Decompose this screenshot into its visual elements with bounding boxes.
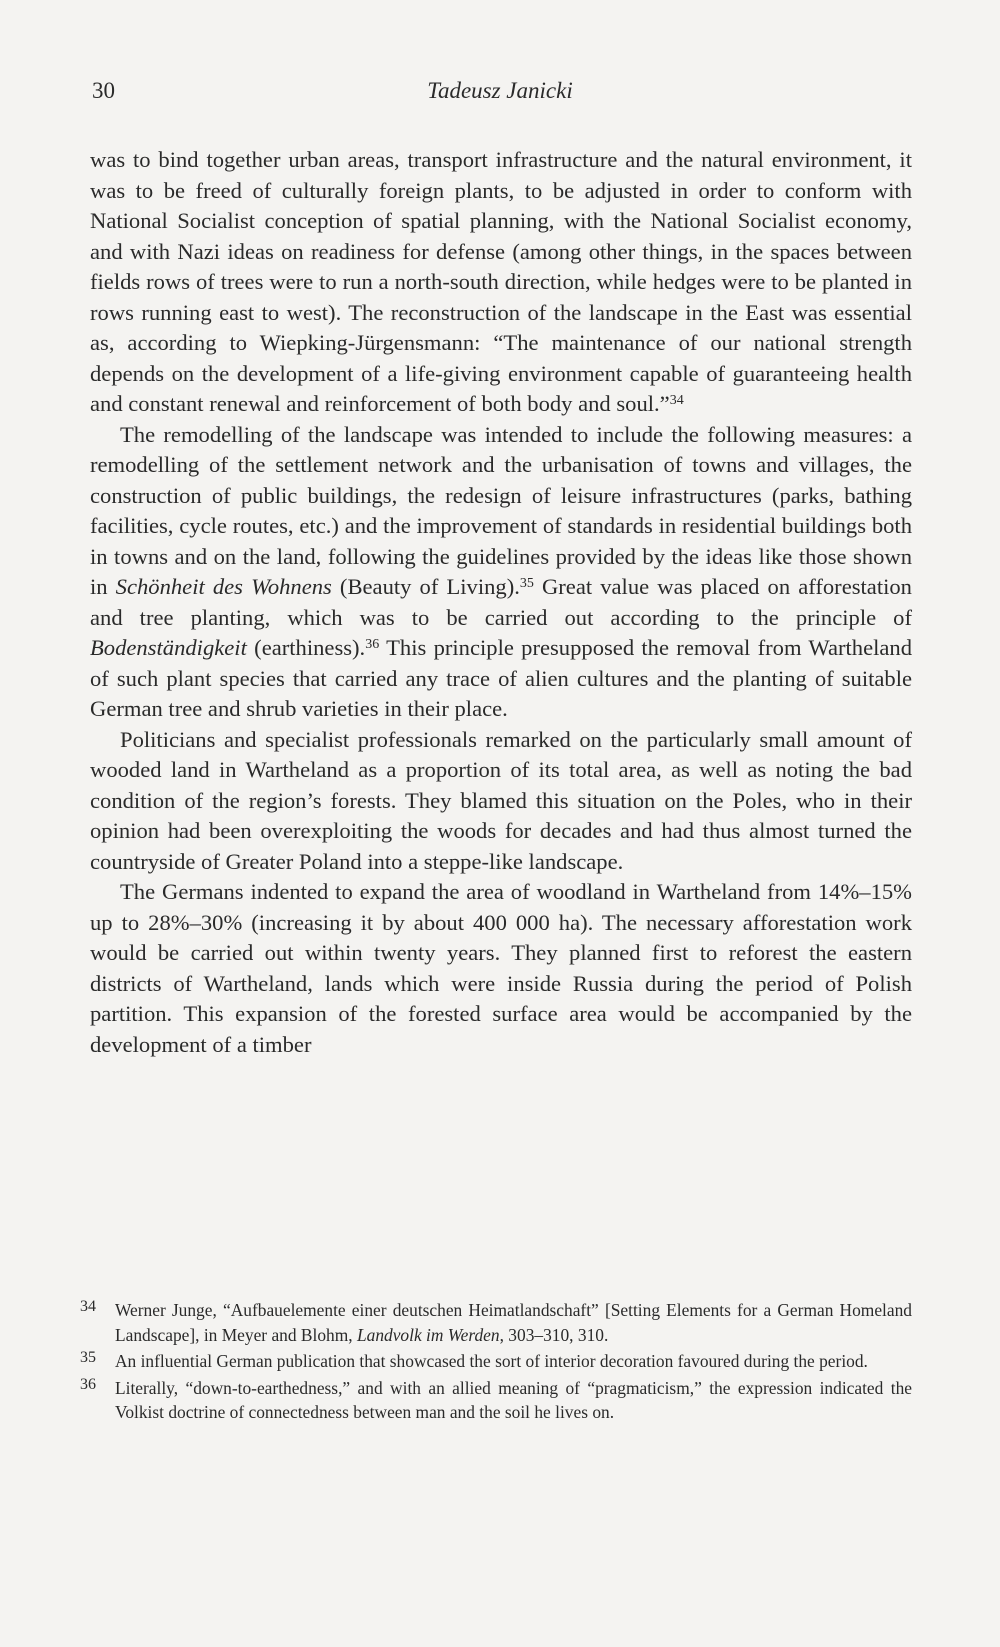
footnote-text-b: , 303–310, 310. <box>499 1324 609 1345</box>
footnotes <box>80 1298 912 1427</box>
paragraph-2-text-e: This principle presupposed the removal from Wartheland of such plant species that carried any trace of alien cultures and the planting of suitable German tree and shrub varieties in their place. <box>90 635 912 721</box>
page-header <box>92 78 908 114</box>
paragraph-2-text-d: (earthiness). <box>246 635 366 660</box>
footnote-text: Literally, “down-to-earthedness,” and with an allied meaning of “pragmaticism,” the expression indicated the Volkist doctrine of connectedness between man and the soil he lives on. <box>115 1377 912 1423</box>
footnote-number: 34 <box>80 1298 96 1315</box>
paragraph-2 <box>90 420 912 725</box>
body-text <box>90 145 912 1060</box>
footnote-text: An influential German publication that showcased the sort of interior decoration favoured during the period. <box>115 1351 868 1372</box>
running-head: Tadeusz Janicki <box>427 78 573 103</box>
paragraph-4: The Germans indented to expand the area of woodland in Wartheland from 14%–15% up to 28%–30% (increasing it by about 400 000 ha). The necessary afforestation work would be carried out within twenty years. They planned first to reforest the eastern districts of Wartheland, lands which were inside Russia during the period of Polish partition. This expansion of the forested surface area would be accompanied by the development of a timber <box>90 879 912 1057</box>
footnote-text-a: Werner Junge, “Aufbauelemente einer deutschen Heimatlandschaft” [Setting Elements for a German Homeland Landscape], in Meyer and Blohm, <box>115 1300 912 1345</box>
paragraph-2-text-c: Great value was placed on afforestation and tree planting, which was to be carried out according to the principle of <box>90 574 912 630</box>
footnote-ref-36: 36 <box>365 637 380 652</box>
paragraph-2-title-schoenheit: Schönheit des Wohnens <box>115 574 332 599</box>
paragraph-3: Politicians and specialist professionals remarked on the particularly small amount of wooded land in Wartheland as a proportion of its total area, as well as noting the bad condition of the region’s forests. They blamed this situation on the Poles, who in their opinion had been overexploiting the woods for decades and had thus almost turned the countryside of Greater Poland into a steppe-like landscape. <box>90 726 912 874</box>
footnote-ref-35: 35 <box>519 576 534 591</box>
footnote-number: 35 <box>80 1349 96 1367</box>
paragraph-1-text: was to bind together urban areas, transport infrastructure and the natural environment, it was to be freed of culturally foreign plants, to be adjusted in order to conform with National Socialist conception of spatial planning, with the National Socialist economy, and with Nazi ideas on readiness for defense (among other things, in the spaces between fields rows of trees were to run a north-south direction, while hedges were to be planted in rows running east to west). The reconstruction of the landscape in the East was essential as, according to Wiepking-Jürgensmann: “The maintenance of our national strength depends on the development of a life-giving environment capable of guaranteeing health and constant renewal and reinforcement of both body and soul.” <box>90 147 912 416</box>
footnote-number: 36 <box>80 1375 96 1393</box>
paragraph-2-text-b: (Beauty of Living). <box>331 574 520 599</box>
paragraph-2-term-bodenstaendigkeit: Bodenständigkeit <box>90 635 247 660</box>
footnote-34 <box>80 1298 912 1347</box>
paragraph-2-text-a: The remodelling of the landscape was intended to include the following measures: a remodelling of the settlement network and the urbanisation of towns and villages, the construction of public buildings, the redesign of leisure infrastructures (parks, bathing facilities, cycle routes, etc.) and the improvement of standards in residential buildings both in towns and on the land, following the guidelines provided by the ideas like those shown in <box>90 421 912 599</box>
footnote-book-title: Landvolk im Werden <box>356 1324 500 1345</box>
footnote-35 <box>80 1349 912 1374</box>
page-number: 30 <box>92 78 115 103</box>
footnote-36 <box>80 1376 912 1425</box>
footnote-ref-34: 34 <box>669 393 684 408</box>
paragraph-1 <box>90 145 912 420</box>
